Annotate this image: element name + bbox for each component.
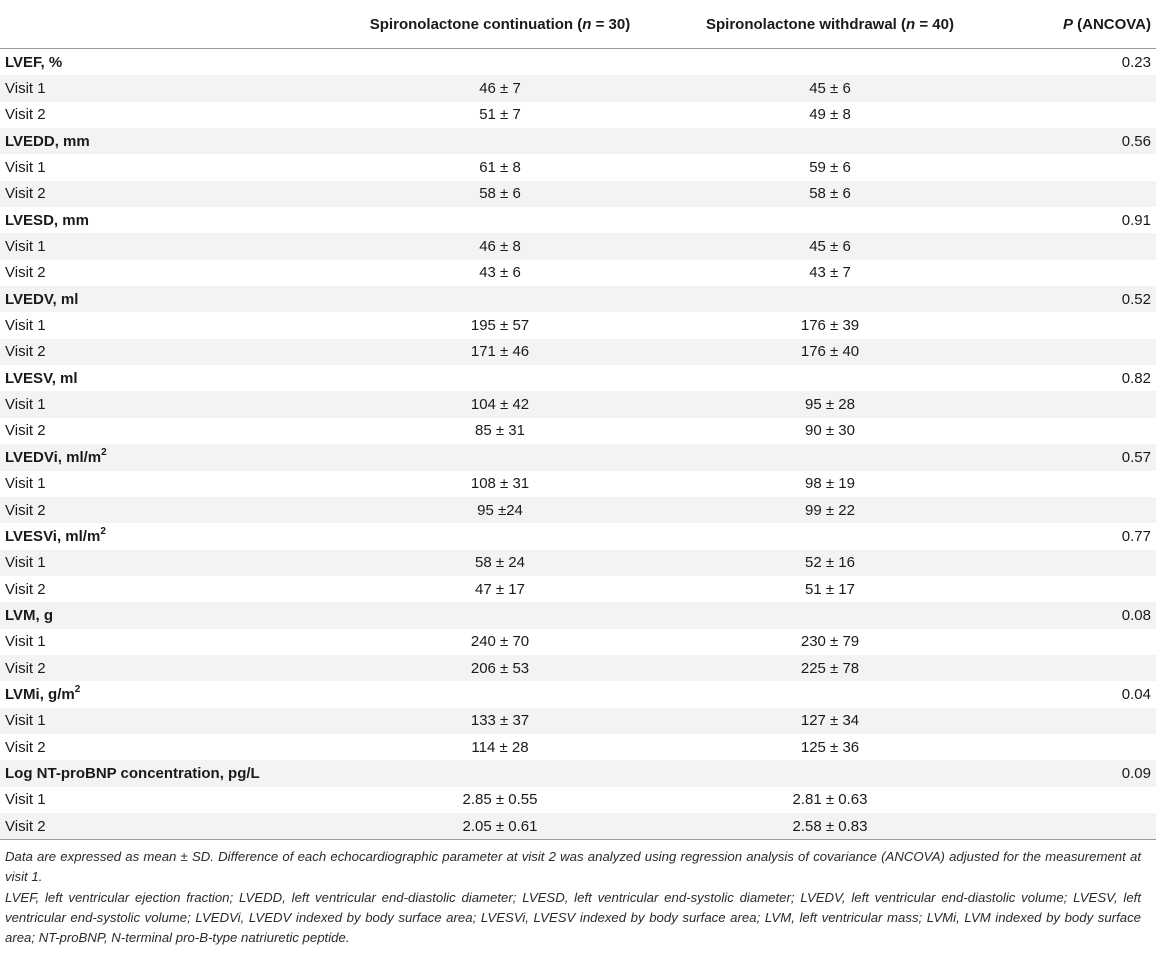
withdrawal-value: 127 ± 34 xyxy=(665,708,995,734)
visit-label: Visit 1 xyxy=(0,233,335,259)
continuation-value: 2.85 ± 0.55 xyxy=(462,791,538,809)
visit-label: Visit 2 xyxy=(5,106,46,124)
p-value: 0.23 xyxy=(1121,53,1151,71)
visit-label: Visit 2 xyxy=(0,497,335,523)
withdrawal-value: 176 ± 40 xyxy=(665,339,995,365)
parameter-label: LVEDD, mm xyxy=(0,128,335,154)
withdrawal-value: 225 ± 78 xyxy=(665,655,995,681)
withdrawal-value: 176 ± 39 xyxy=(800,317,860,335)
table-row-visit xyxy=(0,312,1156,338)
table-row-visit xyxy=(0,629,1156,655)
continuation-value: 51 ± 7 xyxy=(479,106,521,124)
withdrawal-value: 2.58 ± 0.83 xyxy=(665,813,995,840)
continuation-value: 47 ± 17 xyxy=(475,580,525,598)
visit-label: Visit 1 xyxy=(0,708,335,734)
table-row-visit xyxy=(0,708,1156,734)
withdrawal-value: 52 ± 16 xyxy=(665,550,995,576)
withdrawal-value: 125 ± 36 xyxy=(800,738,860,756)
table-row-visit xyxy=(0,75,1156,101)
footnote-abbreviations: LVEF, left ventricular ejection fraction; LVEDD, left ventricular end-diastolic diameter; LVESD, left ventricular end-systolic diameter; LVEDV, left ventricular end-diastolic volume; LVESV, left ventricular end-systolic volume; LVEDVi, LVEDV indexed by body surface area; LVESVi, LVESV indexed by body surface area; LVM, left ventricular mass; LVMi, LVM indexed by body surface area; NT-proBNP, N-terminal pro-B-type natriuretic peptide. xyxy=(5,890,1141,946)
visit-label: Visit 2 xyxy=(5,422,46,440)
header-continuation: Spironolactone continuation (n = 30) xyxy=(335,0,665,49)
withdrawal-value: 90 ± 30 xyxy=(805,422,855,440)
continuation-value: 58 ± 24 xyxy=(335,550,665,576)
visit-label: Visit 1 xyxy=(5,317,46,335)
table-body xyxy=(0,49,1156,840)
table-row-visit xyxy=(0,181,1156,207)
visit-label: Visit 2 xyxy=(5,580,46,598)
continuation-value: 46 ± 7 xyxy=(335,75,665,101)
table-row-visit xyxy=(0,497,1156,523)
parameter-label: LVM, g xyxy=(0,602,335,628)
visit-label: Visit 1 xyxy=(0,391,335,417)
table-row-visit xyxy=(0,734,1156,760)
visit-label: Visit 1 xyxy=(5,159,46,177)
table-row-parameter xyxy=(0,128,1156,154)
continuation-value: 61 ± 8 xyxy=(479,159,521,177)
table-row-visit xyxy=(0,787,1156,813)
parameter-label: LVEF, % xyxy=(5,53,63,71)
header-p-value: P (ANCOVA) xyxy=(995,0,1156,49)
visit-label: Visit 2 xyxy=(5,738,46,756)
visit-label: Visit 2 xyxy=(0,813,335,840)
table-row-visit xyxy=(0,813,1156,840)
header-parameter xyxy=(0,0,335,49)
table-row-visit xyxy=(0,550,1156,576)
p-value: 0.56 xyxy=(995,128,1156,154)
table-row-parameter xyxy=(0,760,1156,786)
table-row-visit xyxy=(0,339,1156,365)
withdrawal-value: 230 ± 79 xyxy=(800,633,860,651)
continuation-value: 85 ± 31 xyxy=(475,422,525,440)
continuation-value: 195 ± 57 xyxy=(470,317,530,335)
continuation-value: 108 ± 31 xyxy=(470,475,530,493)
visit-label: Visit 2 xyxy=(5,264,46,282)
visit-label: Visit 1 xyxy=(0,75,335,101)
withdrawal-value: 45 ± 6 xyxy=(665,75,995,101)
table-row-visit xyxy=(0,576,1156,602)
continuation-value: 240 ± 70 xyxy=(470,633,530,651)
parameter-label: LVMi, $g/m^2$ xyxy=(5,683,81,703)
table-row-visit xyxy=(0,391,1156,417)
parameter-label: LVESV, ml xyxy=(5,369,78,387)
withdrawal-value: 58 ± 6 xyxy=(665,181,995,207)
withdrawal-value: 51 ± 17 xyxy=(805,580,855,598)
continuation-value: 171 ± 46 xyxy=(335,339,665,365)
header-row xyxy=(0,0,1156,49)
continuation-value: 104 ± 42 xyxy=(335,391,665,417)
table-row-parameter xyxy=(0,286,1156,312)
withdrawal-value: 95 ± 28 xyxy=(665,391,995,417)
table-row-parameter xyxy=(0,681,1156,707)
table-row-parameter xyxy=(0,49,1156,76)
table-row-visit xyxy=(0,260,1156,286)
parameter-label: LVEDVi, $ml/m^2$ xyxy=(0,444,335,470)
visit-label: Visit 2 xyxy=(0,181,335,207)
continuation-value: 133 ± 37 xyxy=(335,708,665,734)
visit-label: Visit 1 xyxy=(5,633,46,651)
continuation-value: 206 ± 53 xyxy=(335,655,665,681)
table-row-parameter xyxy=(0,365,1156,391)
continuation-value: 43 ± 6 xyxy=(479,264,521,282)
table-row-visit xyxy=(0,154,1156,180)
table-row-parameter xyxy=(0,602,1156,628)
p-value: 0.08 xyxy=(995,602,1156,628)
continuation-value: 2.05 ± 0.61 xyxy=(335,813,665,840)
parameter-label: LVEDV, ml xyxy=(0,286,335,312)
withdrawal-value: 59 ± 6 xyxy=(809,159,851,177)
table-row-visit xyxy=(0,418,1156,444)
parameter-label: Log NT-proBNP concentration, pg/L xyxy=(0,760,335,786)
table-row-parameter xyxy=(0,523,1156,549)
visit-label: Visit 2 xyxy=(0,655,335,681)
p-value: 0.82 xyxy=(1121,369,1151,387)
p-value: 0.77 xyxy=(1121,527,1151,545)
continuation-value: 114 ± 28 xyxy=(471,738,529,756)
p-value: 0.04 xyxy=(1121,685,1151,703)
visit-label: Visit 1 xyxy=(5,791,46,809)
header-withdrawal: Spironolactone withdrawal (n = 40) xyxy=(665,0,995,49)
p-value: 0.52 xyxy=(995,286,1156,312)
parameter-label: LVESVi, $ml/m^2$ xyxy=(5,525,106,545)
footnote-data-note: Data are expressed as mean ± SD. Difference of each echocardiographic parameter at visit 2 was analyzed using regression analysis of covariance (ANCOVA) adjusted for the measurement at visit 1. xyxy=(5,849,1141,885)
table-row-parameter xyxy=(0,207,1156,233)
p-value: 0.57 xyxy=(995,444,1156,470)
withdrawal-value: 2.81 ± 0.63 xyxy=(792,791,868,809)
withdrawal-value: 43 ± 7 xyxy=(809,264,851,282)
visit-label: Visit 2 xyxy=(0,339,335,365)
p-value: 0.91 xyxy=(1121,211,1151,229)
visit-label: Visit 1 xyxy=(5,475,46,493)
withdrawal-value: 98 ± 19 xyxy=(805,475,855,493)
table-row-visit xyxy=(0,471,1156,497)
table-footnotes xyxy=(0,840,1146,948)
table-row-visit xyxy=(0,655,1156,681)
table-row-visit xyxy=(0,102,1156,128)
withdrawal-value: 45 ± 6 xyxy=(665,233,995,259)
table-row-visit xyxy=(0,233,1156,259)
continuation-value: 46 ± 8 xyxy=(335,233,665,259)
p-value: 0.09 xyxy=(995,760,1156,786)
table-row-parameter xyxy=(0,444,1156,470)
visit-label: Visit 1 xyxy=(0,550,335,576)
withdrawal-value: 49 ± 8 xyxy=(809,106,851,124)
withdrawal-value: 99 ± 22 xyxy=(665,497,995,523)
parameter-label: LVESD, mm xyxy=(5,211,89,229)
continuation-value: 95 ±24 xyxy=(335,497,665,523)
continuation-value: 58 ± 6 xyxy=(335,181,665,207)
